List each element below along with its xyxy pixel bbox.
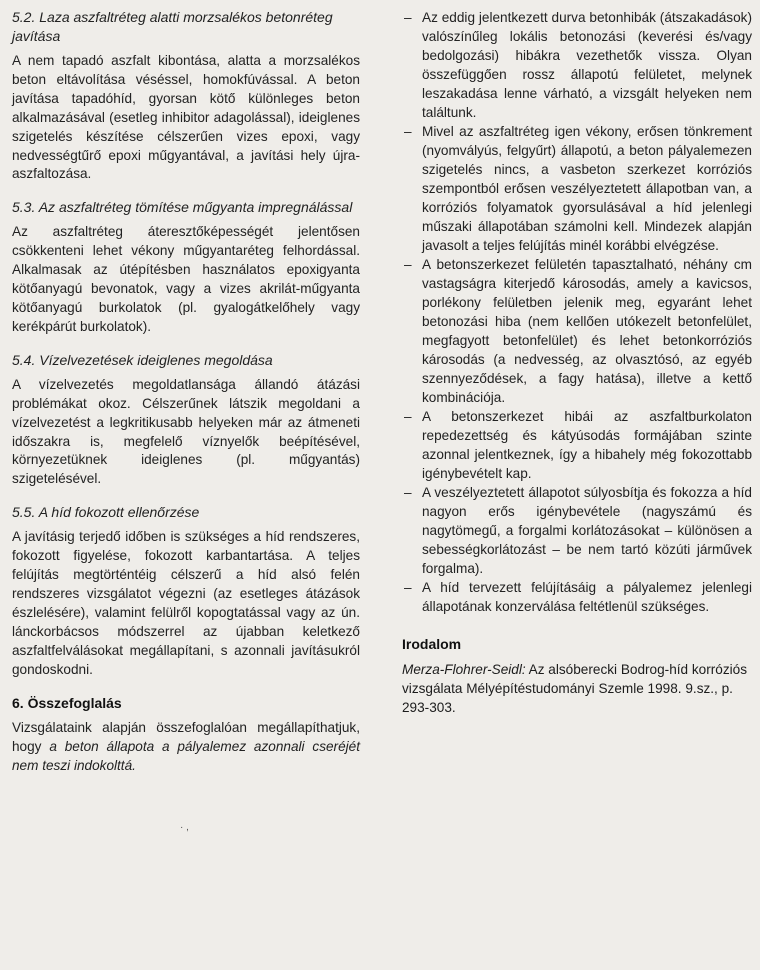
dash-icon: – [404, 409, 412, 424]
section-5-5-title: 5.5. A híd fokozott ellenőrzése [12, 504, 200, 521]
section-5-3-text: Az aszfaltréteg áteresztőképességét jelentősen csökkenteni lehet vékony műgyantaréteg felhordással. Alkalmasak az útépítésben használatos epoxigyanta kötőanyagú bevonatok, vagy a vizes akrilát-műgyanta kötőanyagú burkolatok (pl. gyalogátkelőhely vagy kerékpárút burkolatok). [12, 224, 360, 334]
list-item-text: A betonszerkezet hibái az aszfaltburkolaton repedezettség és kátyúsodás formájában szinte azonnal jelentkeznek, így a hibahely még fokozottabb igénybevételt kap. [422, 409, 752, 481]
dash-icon: – [404, 257, 412, 272]
section-5-4-text: A vízelvezetés megoldatlansága állandó átázási problémákat okoz. Célszerűnek látszik megoldani a vízelvezetést a legkritikusabb helyeken már az átmeneti időszakra is, megfelelő víznyelők beépítésével, környezetüknek ideiglenes (pl. műgyantás) szigetelésével. [12, 376, 360, 487]
dash-icon: – [404, 580, 412, 595]
section-6-text-plain: Vizsgálataink alapján összefoglalóan megállapíthatjuk, hogy [12, 720, 360, 755]
section-5-2-text: A nem tapadó aszfalt kibontása, alatta a morzsalékos beton eltávolítása véséssel, homokfúvással. A beton javítása tapadóhíd, gyorsan kötő különleges beton alkalmazásával (esetleg inhibitor adagolással), ideiglenes szigetelés készítése célszerűen vizes epoxi, vagy nedvességtűrő epoxi műgyantával, a javítási hely újraaszfaltozása. [12, 53, 360, 182]
scan-speck: · , [180, 822, 189, 833]
list-item [402, 407, 752, 483]
section-5-2-title: 5.2. Laza aszfaltréteg alatti morzsalékos betonréteg javítása [12, 9, 333, 44]
list-item [402, 578, 752, 616]
section-5-5-text: A javításig terjedő időben is szükséges a híd rendszeres, fokozott figyelése, fokozott karbantartása. A teljes felújítás megtörténtéig célszerű a híd alsó felén rendszeres vizsgálatot végezni (az esetleges átázások észlelésére), valamint felülről kopogtatással vagy az ún. lánckorbácsos módszerrel az újabban keletkező aszfaltfelválásokat megállapítani, s azonnali javításukról gondoskodni. [12, 529, 360, 677]
dash-icon: – [404, 10, 412, 25]
list-item-text: Mivel az aszfaltréteg igen vékony, erősen tönkrement (nyomvályús, felgyűrt) állapotú, a beton pályalemezen szigetelés nincs, a vasbeton szerkezet korróziós szempontból erősen veszélyeztetett állapotban van, a korróziós folyamatok gyorsulásával a híd jelenlegi műszaki állapotában számolni kell. Mindezek alapján javasolt a teljes felújítás minél korábbi elvégzése. [422, 124, 752, 253]
reference-author: Merza-Flohrer-Seidl: [402, 662, 526, 677]
section-6-text [12, 719, 360, 776]
references-title: Irodalom [402, 636, 462, 652]
dash-icon: – [404, 485, 412, 500]
list-item-text: A veszélyeztetett állapotot súlyosbítja és fokozza a híd nagyon erős igénybevétele (nagyszámú és nagytömegű, a forgalmi korlátozásokat – különösen a sebességkorlátozást – be nem tartó közúti járművek forgalma). [422, 485, 752, 576]
list-item [402, 8, 752, 122]
section-5-3-title: 5.3. Az aszfaltréteg tömítése műgyanta impregnálással [12, 199, 353, 216]
reference-entry [402, 660, 752, 717]
section-5-4-title: 5.4. Vízelvezetések ideiglenes megoldása [12, 351, 273, 368]
section-6-title: 6. Összefoglalás [12, 695, 122, 712]
left-column [12, 8, 360, 788]
section-6-text-italic: a beton állapota a pályalemez azonnali cseréjét nem teszi indokolttá. [12, 739, 360, 774]
list-item-text: A híd tervezett felújításáig a pályalemez jelenlegi állapotának konzerválása feltétlenül szükséges. [422, 580, 752, 614]
list-item [402, 483, 752, 578]
list-item [402, 122, 752, 255]
list-item [402, 255, 752, 407]
dash-icon: – [404, 124, 412, 139]
list-item-text: A betonszerkezet felületén tapasztalható, néhány cm vastagságra kiterjedő károsodás, amely a kavicsos, porlékony felületben jelenik meg, egyaránt lehet betonozási hiba (nem kellően utókezelt betonfelület, megfagyott betonfelület) és lehet betonkorróziós károsodás (a nedvesség, az olvasztósó, az egyéb szennyeződések, a fagy hatása), illetve a kettő kombinációja. [422, 257, 752, 405]
conclusions-list [402, 8, 752, 616]
list-item-text: Az eddig jelentkezett durva betonhibák (átszakadások) valószínűleg lokális betonozási (keverési és/vagy bedolgozási) hibákra vezethetők vissza. Olyan összefüggően rossz állapotú felületet, melynek leszakadása lenne várható, a vizsgált helyeken nem találtunk. [422, 10, 752, 120]
reference-details: Az alsóberecki Bodrog-híd korróziós vizsgálata Mélyépítéstudományi Szemle 1998. 9.sz., p. 293-303. [402, 662, 748, 715]
right-column [402, 8, 752, 717]
